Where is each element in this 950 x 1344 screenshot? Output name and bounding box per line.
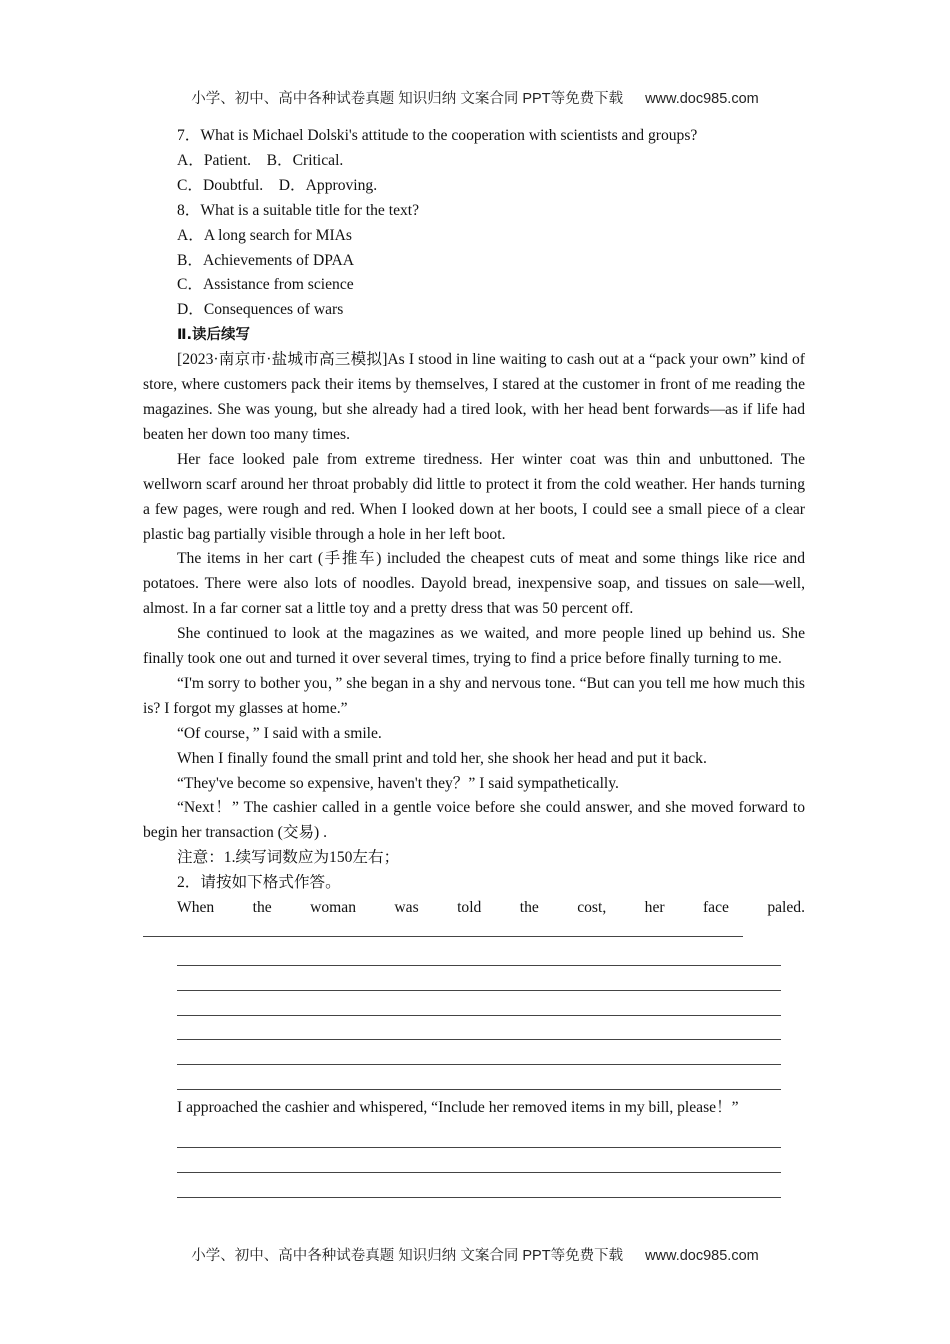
note-2: 2．请按如下格式作答。 (177, 874, 341, 892)
footer-text: 小学、初中、高中各种试卷真题 知识归纳 文案合同 PPT等免费下载 (191, 1248, 624, 1264)
passage-paragraph: She continued to look at the magazines as we waited, and more people lined up behind us. She finally took one out and turned it over several times, trying to find a price before finally turning to me. (143, 625, 805, 668)
answer-line[interactable] (143, 922, 743, 937)
prompt-1-text: When the woman was told the cost, her face paled. (177, 899, 805, 917)
passage-paragraph: The items in her cart (手推车) included the cheapest cuts of meat and some things like rice and potatoes. There were also lots of noodles. Dayold bread, inexpensive soap, and tissues on sale—well, almost. In a far corner sat a little toy and a pretty dress that was 50 percent off. (143, 550, 805, 618)
question-8: 8．What is a suitable title for the text? (177, 201, 420, 219)
question-7-options-ab: A．Patient. B．Critical. (177, 151, 344, 169)
answer-lines-1[interactable] (177, 941, 781, 1090)
note-1: 注意：1.续写词数应为150左右； (177, 849, 400, 867)
passage-paragraph: “I'm sorry to bother you，” she began in a shy and nervous tone. “But can you tell me how much this is? I forgot my glasses at home.” (143, 674, 805, 717)
answer-line[interactable] (177, 1173, 781, 1198)
passage-paragraph: “Next！” The cashier called in a gentle voice before she could answer, and she moved forward to begin her transaction (交易) . (143, 799, 805, 842)
header-text: 小学、初中、高中各种试卷真题 知识归纳 文案合同 PPT等免费下载 (191, 91, 624, 107)
writing-prompt-2: I approached the cashier and whispered, “Include her removed items in my bill, please！” (177, 1099, 739, 1117)
passage-paragraph: “Of course，” I said with a smile. (177, 724, 382, 742)
section-title: Ⅱ.读后续写 (177, 327, 251, 344)
page-header (0, 87, 950, 108)
passage-paragraph: When I finally found the small print and told her, she shook her head and put it back. (177, 749, 707, 767)
question-7-options-cd: C．Doubtful. D．Approving. (177, 176, 378, 194)
passage-paragraph: Her face looked pale from extreme tiredness. Her winter coat was thin and unbuttoned. The wellworn scarf around her throat probably did little to protect it from the cold weather. Her hands turning a few pages, were rough and red. When I looked down at her boots, I could see a small piece of a clear plastic bag partially visible through a hole in her left boot. (143, 450, 805, 543)
question-8-option-b: B．Achievements of DPAA (177, 251, 355, 269)
question-8-option-c: C．Assistance from science (177, 276, 354, 294)
passage-paragraph: [2023·南京市·盐城市高三模拟]As I stood in line waiting to cash out at a “pack your own” kind of store, where customers pack their items by themselves, I stared at the customer in front of me reading the magazines. She was young, but she already had a tired look, with her head bent forwards—as if life had beaten her down too many times. (143, 351, 805, 443)
question-8-option-d: D．Consequences of wars (177, 301, 344, 319)
writing-prompt-1 (143, 896, 805, 946)
question-7: 7．What is Michael Dolski's attitude to the cooperation with scientists and groups? (177, 127, 698, 144)
answer-line[interactable] (177, 1016, 781, 1041)
answer-line[interactable] (177, 991, 781, 1016)
page-footer (0, 1244, 950, 1265)
footer-site: www.doc985.com (645, 1248, 759, 1264)
document-body (143, 124, 805, 1198)
header-site: www.doc985.com (645, 91, 759, 107)
question-8-option-a: A．A long search for MIAs (177, 226, 352, 244)
answer-line[interactable] (177, 1123, 781, 1148)
answer-line[interactable] (177, 1065, 781, 1090)
passage-paragraph: “They've become so expensive, haven't they？” I said sympathetically. (177, 774, 619, 792)
answer-line[interactable] (177, 1148, 781, 1173)
answer-line[interactable] (177, 966, 781, 991)
answer-line[interactable] (177, 1040, 781, 1065)
answer-lines-2[interactable] (177, 1123, 781, 1198)
